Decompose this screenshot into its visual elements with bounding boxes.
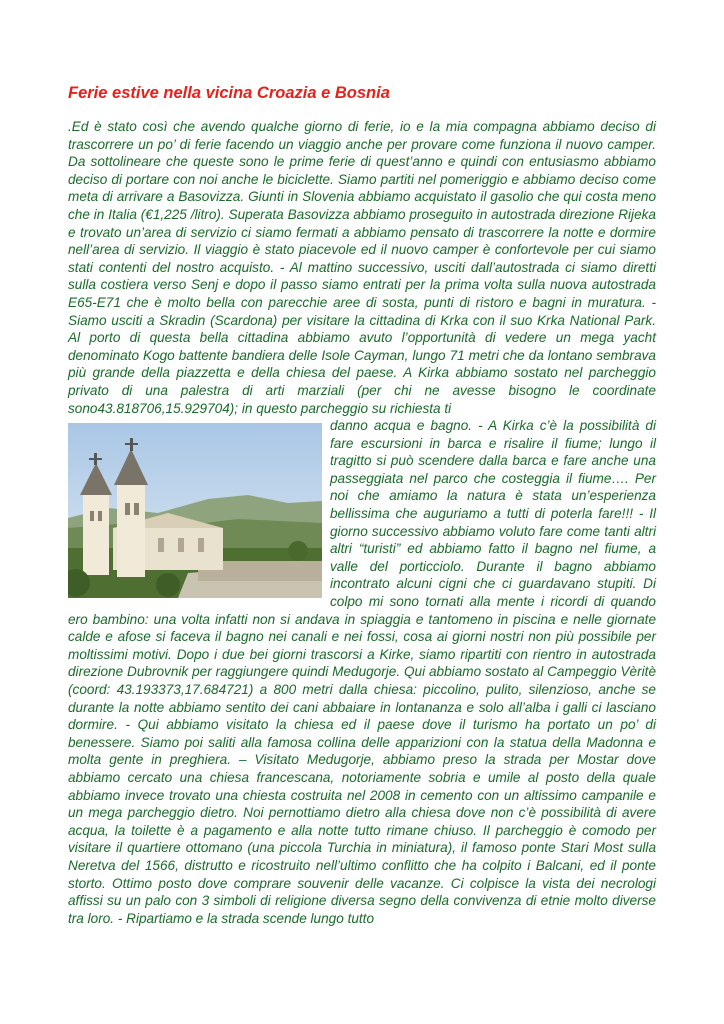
paragraph-intro: .Ed è stato così che avendo qualche giorno di ferie, io e la mia compagna abbiamo deciso di trascorrere un po’ di ferie facendo un viaggio anche per provare come funziona il nuovo camper. Da sottolineare che queste sono le prime ferie di quest’anno e quindi con entusiasmo abbiamo deciso di portare con noi anche le biciclette. Siamo partiti nel pomeriggio e abbiamo deciso come meta di arrivare a Basovizza. Giunti in Slovenia abbiamo acquistato il gasolio che qui costa meno che in Italia (€1,225 /litro). Superata Basovizza abbiamo proseguito in autostrada direzione Rijeka e trovato un’area di servizio ci siamo fermati a abbiamo pensato di trascorrere la notte e dormire nell’area di servizio. Il viaggio è stato piacevole ed il nuovo camper è confortevole per cui siamo stati contenti del nostro acquisto. - Al mattino successivo, usciti dall’autostrada ci siamo diretti sulla costiera verso Senj e dopo il passo siamo entrati per la prima volta sulla nuova autostrada E65-E71 che è molto bella con parecchie aree di sosta, punti di ristoro e bagni in muratura. - Siamo usciti a Skradin (Scardona) per visitare la cittadina di Krka con il suo Krka National Park. Al porto di questa bella cittadina abbiamo avuto l’opportunità di vedere un mega yacht denominato Kogo battente bandiera delle Isole Cayman, lungo 71 metri che da lontano sembrava più grande della piazzetta e della chiesa del paese. A Kirka abbiamo sostato nel parcheggio privato di una palestra di arti marziali (per chi ne avesse bisogno le coordinate sono43.818706,15.929704); in questo parcheggio su richiesta ti (68, 119, 656, 416)
wrapped-section (68, 417, 656, 927)
page-title: Ferie estive nella vicina Croazia e Bosnia (68, 84, 390, 102)
church-photo (68, 423, 322, 598)
paragraph-continued: danno acqua e bagno. - A Kirka c’è la possibilità di fare escursioni in barca e risalire il fiume; lungo il tragitto si può scendere dalla barca e fare anche una passeggiata nel parco che costeggia il fiume…. Per noi che amiamo la natura è stata un’esperienza bellissima che auguriamo a tutti di poterla fare!!! - Il giorno successivo abbiamo voluto fare come tanti altri altri “turisti” ed abbiamo fatto il bagno nel fiume, a valle del porticciolo. Durante il bagno abbiamo incontrato alcuni cigni che ci guardavano stupiti. Di colpo mi sono tornati alla mente i ricordi di quando ero bambino: una volta infatti non si andava in spiaggia e tantomeno in piscina e nelle giornate calde e afose si faceva il bagno nei canali e nei fossi, cosa ai giorni nostri non più possibile per moltissimi motivi. Dopo i due bei giorni trascorsi a Kirke, siamo ripartiti con rientro in autostrada direzione Dubrovnik per raggiungere quindi Medugorje. Qui abbiamo sostato al Campeggio Vèritè (coord: 43.193373,17.684721) a 800 metri dalla chiesa: piccolino, pulito, silenzioso, anche se durante la notte abbiamo sentito dei cani abbaiare in lontananza e solo all’alba i galli ci lasciano dormire. - Qui abbiamo visitato la chiesa ed il paese dove il turismo ha portato un po’ di benessere. Siamo poi saliti alla famosa collina delle apparizioni con la statua della Madonna e molta gente in preghiera. – Visitato Medugorje, abbiamo preso la strada per Mostar dove abbiamo cercato una chiesa francescana, notoriamente sobria e umile al posto della quale abbiamo invece trovato una chiesta costruita nel 2008 in cemento con un altissimo campanile e un mega parcheggio dietro. Noi pernottiamo dietro alla chiesa dove non c’è possibilità di avere acqua, la toilette è a pagamento e alla notte tutto rimane chiuso. Il parcheggio è comodo per visitare il quartiere ottomano (una piccola Turchia in miniatura), il famoso ponte Stari Most sulla Neretva del 1566, distrutto e ricostruito nell’ultimo conflitto che ha colpito i Balcani, ed il ponte storto. Ottimo posto dove comprare souvenir delle vacanze. Ci colpisce la vista dei necrologi affissi su un palo con 3 simboli di religione diversa segno della convivenza di etnie molto diverse tra loro. - Ripartiamo e la strada scende lungo tutto (68, 418, 656, 926)
document-page (68, 82, 656, 927)
